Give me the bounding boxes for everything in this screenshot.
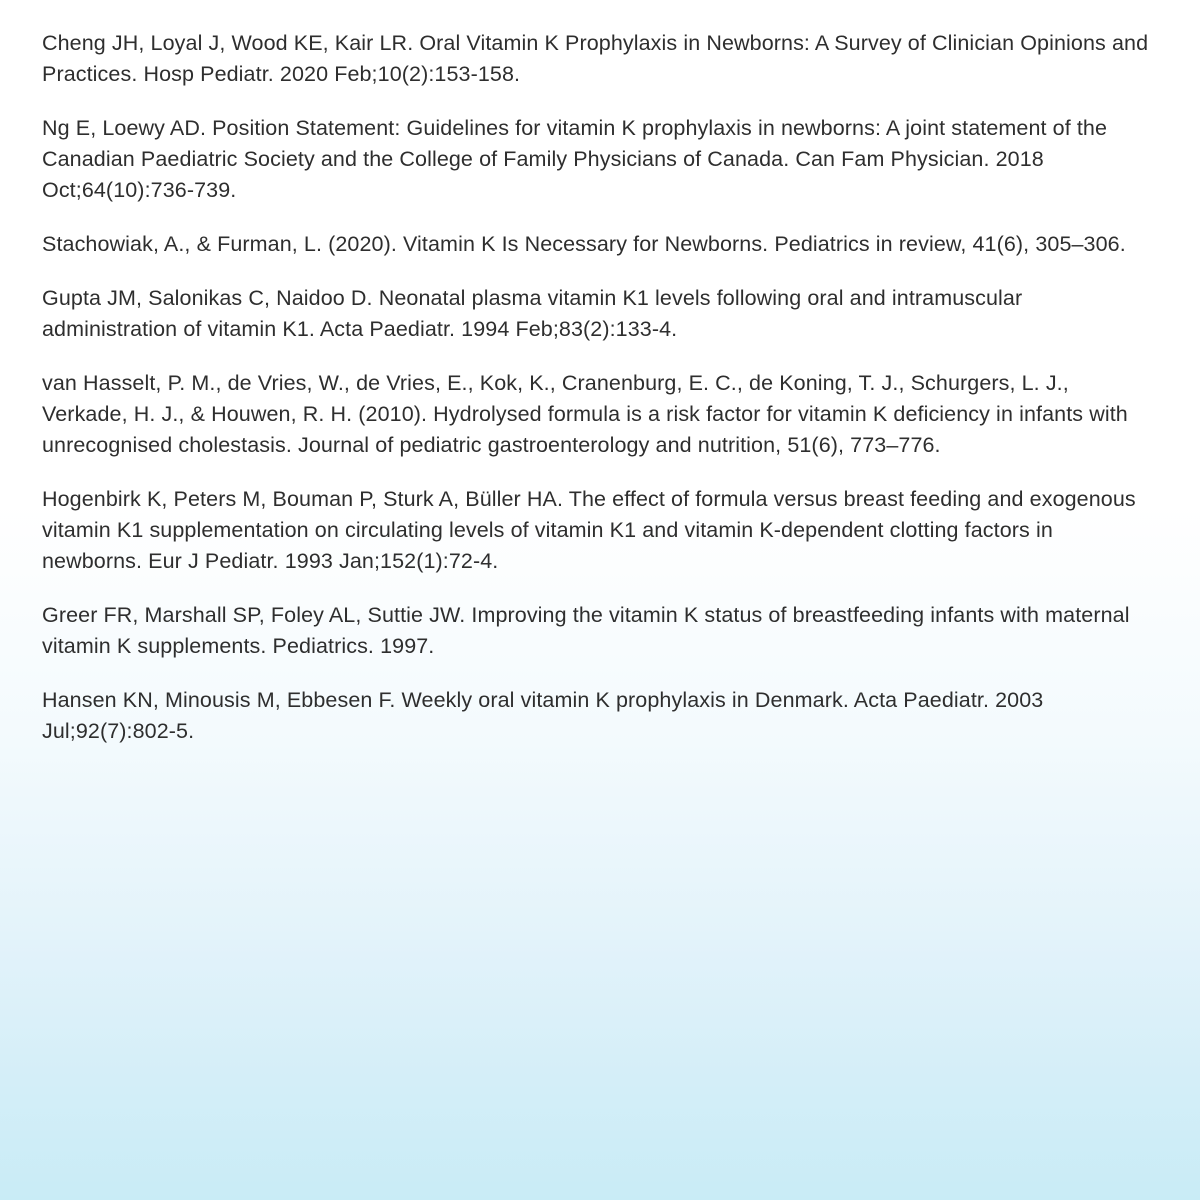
citation: Greer FR, Marshall SP, Foley AL, Suttie JW. Improving the vitamin K status of breastfeeding infants with maternal vitamin K supplements. Pediatrics. 1997. bbox=[42, 603, 1130, 658]
citation: Stachowiak, A., & Furman, L. (2020). Vitamin K Is Necessary for Newborns. Pediatrics in review, 41(6), 305–306. bbox=[42, 232, 1126, 256]
citation: Ng E, Loewy AD. Position Statement: Guidelines for vitamin K prophylaxis in newborns: A joint statement of the Canadian Paediatric Society and the College of Family Physicians of Canada. Can Fam Physician. 2018 Oct;64(10):736-739. bbox=[42, 116, 1108, 202]
citation: Hogenbirk K, Peters M, Bouman P, Sturk A, Büller HA. The effect of formula versus breast feeding and exogenous vitamin K1 supplementation on circulating levels of vitamin K1 and vitamin K-dependent clotting factors in newborns. Eur J Pediatr. 1993 Jan;152(1):72-4. bbox=[42, 487, 1136, 573]
citation: Cheng JH, Loyal J, Wood KE, Kair LR. Oral Vitamin K Prophylaxis in Newborns: A Survey of Clinician Opinions and Practices. Hosp Pediatr. 2020 Feb;10(2):153-158. bbox=[42, 31, 1149, 86]
citation: Gupta JM, Salonikas C, Naidoo D. Neonatal plasma vitamin K1 levels following oral and intramuscular administration of vitamin K1. Acta Paediatr. 1994 Feb;83(2):133-4. bbox=[42, 286, 1023, 341]
citation: van Hasselt, P. M., de Vries, W., de Vries, E., Kok, K., Cranenburg, E. C., de Koning, T. J., Schurgers, L. J., Verkade, H. J., & Houwen, R. H. (2010). Hydrolysed formula is a risk factor for vitamin K deficiency in infants with unrecognised cholestasis. Journal of pediatric gastroenterology and nutrition, 51(6), 773–776. bbox=[42, 371, 1128, 457]
citation: Hansen KN, Minousis M, Ebbesen F. Weekly oral vitamin K prophylaxis in Denmark. Acta Paediatr. 2003 Jul;92(7):802-5. bbox=[42, 688, 1044, 743]
